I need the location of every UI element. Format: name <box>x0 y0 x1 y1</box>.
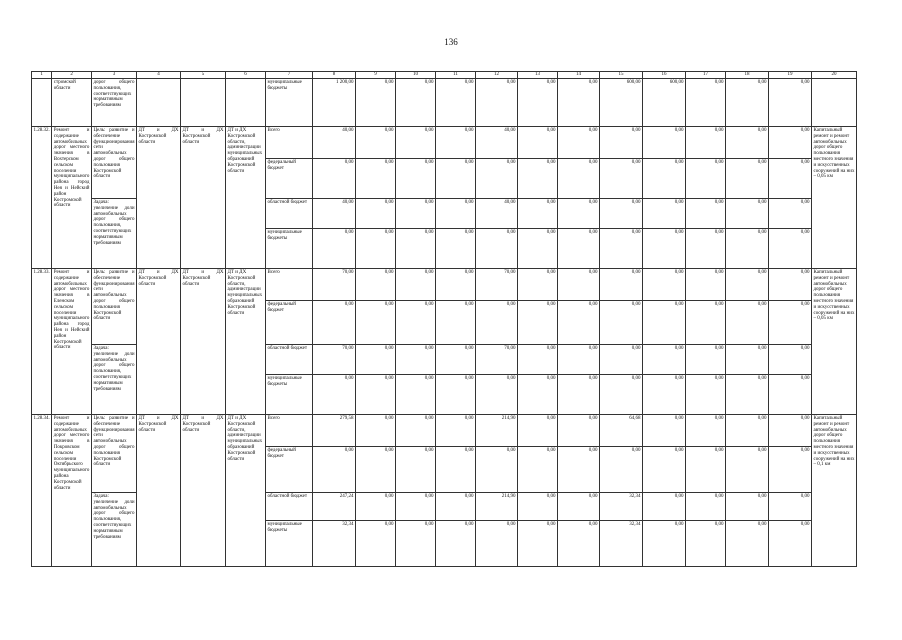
amount-cell: 0,00 <box>396 447 436 493</box>
amount-cell: 0,00 <box>643 447 686 493</box>
page-number: 136 <box>444 37 458 47</box>
column-number: 9 <box>356 72 396 79</box>
amount-cell: 0,00 <box>558 415 600 447</box>
entry-row <box>32 415 857 447</box>
amount-cell: 0,00 <box>313 375 356 415</box>
amount-cell: 0,00 <box>518 493 558 521</box>
amount-cell: 0,00 <box>769 229 812 269</box>
funding-source-cell: областной бюджет <box>266 493 313 521</box>
amount-cell: 0,00 <box>600 345 643 375</box>
amount-cell: 0,00 <box>726 447 769 493</box>
task-cell: Задача: увеличение доли автомобильных дорог общего пользования, соответствующих нормативным требованиям <box>91 493 136 567</box>
amount-cell: 0,00 <box>686 301 726 345</box>
amount-cell: 0,00 <box>396 415 436 447</box>
amount-cell: 279,58 <box>313 415 356 447</box>
amount-cell: 0,00 <box>558 493 600 521</box>
amount-cell: 0,00 <box>436 269 476 301</box>
amount-cell: 0,00 <box>769 493 812 521</box>
funding-source-cell: федеральный бюджет <box>266 447 313 493</box>
amount-cell: 0,00 <box>558 521 600 567</box>
amount-cell: 0,00 <box>686 199 726 229</box>
amount-cell: 0,00 <box>686 493 726 521</box>
funding-source-cell: Всего <box>266 269 313 301</box>
amount-cell: 0,00 <box>356 127 396 159</box>
amount-cell: 0,00 <box>356 345 396 375</box>
amount-cell: 0,00 <box>643 301 686 345</box>
amount-cell: 0,00 <box>643 521 686 567</box>
amount-cell: 0,00 <box>558 199 600 229</box>
coexecutor-cell: ДТ и ДХ Костромской области, администрации муниципальных образований Костромской области <box>226 127 266 269</box>
amount-cell: 0,00 <box>518 79 558 127</box>
funding-source-cell: Всего <box>266 415 313 447</box>
amount-cell: 0,00 <box>726 345 769 375</box>
measure-name-cell: Ремонт и содержание автомобильных дорог местного значения в Покровском сельском поселении Октябрьского муниципального района Костромской области <box>52 415 92 567</box>
amount-cell: 0,00 <box>396 269 436 301</box>
amount-cell: 0,00 <box>643 345 686 375</box>
amount-cell: 0,00 <box>518 521 558 567</box>
amount-cell: 0,00 <box>356 447 396 493</box>
measure-name-cell: стромской области <box>52 79 92 127</box>
amount-cell: 0,00 <box>600 199 643 229</box>
row-id-cell: 1.28.34. <box>32 415 52 567</box>
amount-cell: 0,00 <box>396 521 436 567</box>
amount-cell: 0,00 <box>686 269 726 301</box>
amount-cell: 0,00 <box>769 345 812 375</box>
amount-cell: 0,00 <box>436 345 476 375</box>
amount-cell: 0,00 <box>558 345 600 375</box>
amount-cell: 0,00 <box>476 447 518 493</box>
amount-cell: 0,00 <box>600 229 643 269</box>
amount-cell: 0,00 <box>643 493 686 521</box>
amount-cell: 1 200,00 <box>313 79 356 127</box>
amount-cell: 0,00 <box>396 345 436 375</box>
coexecutor-cell: ДТ и ДХ Костромской области, администрации муниципальных образований Костромской области <box>226 269 266 415</box>
amount-cell: 0,00 <box>476 521 518 567</box>
goal-cell: Цель: развитие и обеспечение функционирования сети автомобильных дорог общего пользования Костромской области <box>91 127 136 199</box>
amount-cell: 0,00 <box>686 229 726 269</box>
amount-cell: 0,00 <box>726 127 769 159</box>
amount-cell: 0,00 <box>518 199 558 229</box>
amount-cell: 0,00 <box>436 229 476 269</box>
amount-cell: 0,00 <box>356 521 396 567</box>
amount-cell: 0,00 <box>518 159 558 199</box>
column-number: 2 <box>52 72 92 79</box>
amount-cell: 0,00 <box>313 447 356 493</box>
amount-cell: 214,90 <box>476 493 518 521</box>
column-number: 13 <box>518 72 558 79</box>
funding-source-cell: муниципальные бюджеты <box>266 229 313 269</box>
result-cell: Капитальный ремонт и ремонт автомобильных дорог общего пользования местного значения и искусственных сооружений на них – 0,1 км <box>812 415 857 567</box>
amount-cell: 32,34 <box>600 521 643 567</box>
amount-cell: 0,00 <box>558 301 600 345</box>
amount-cell: 0,00 <box>769 199 812 229</box>
amount-cell: 0,00 <box>726 229 769 269</box>
funding-source-cell: муниципальные бюджеты <box>266 375 313 415</box>
amount-cell: 0,00 <box>686 375 726 415</box>
amount-cell: 0,00 <box>769 375 812 415</box>
measure-name-cell: Ремонт и содержание автомобильных дорог местного значения в Еленском сельском поселении муниципального района город Нея и Нейский район Костромской области <box>52 269 92 415</box>
amount-cell: 0,00 <box>769 415 812 447</box>
amount-cell: 0,00 <box>600 159 643 199</box>
amount-cell: 0,00 <box>558 79 600 127</box>
amount-cell: 0,00 <box>396 229 436 269</box>
goal-cell: Цель: развитие и обеспечение функционирования сети автомобильных дорог общего пользования Костромской области <box>91 415 136 493</box>
amount-cell: 0,00 <box>600 375 643 415</box>
customer-cell: ДТ и ДХ Костромской области <box>181 127 226 269</box>
amount-cell: 70,00 <box>476 345 518 375</box>
amount-cell: 0,00 <box>436 521 476 567</box>
amount-cell: 0,00 <box>396 375 436 415</box>
entry-row <box>32 269 857 301</box>
amount-cell: 0,00 <box>476 79 518 127</box>
amount-cell: 0,00 <box>686 415 726 447</box>
amount-cell: 0,00 <box>726 269 769 301</box>
amount-cell: 0,00 <box>726 159 769 199</box>
amount-cell: 0,00 <box>356 301 396 345</box>
column-number: 20 <box>812 72 857 79</box>
amount-cell: 0,00 <box>686 79 726 127</box>
amount-cell: 0,00 <box>769 447 812 493</box>
amount-cell: 0,00 <box>643 127 686 159</box>
amount-cell: 0,00 <box>518 127 558 159</box>
column-number: 19 <box>769 72 812 79</box>
coexecutor-cell <box>226 79 266 127</box>
goal-task-cell: дорог общего пользования, соответствующих нормативным требованиям <box>91 79 136 127</box>
row-id-cell <box>32 79 52 127</box>
amount-cell: 0,00 <box>436 415 476 447</box>
amount-cell: 0,00 <box>356 415 396 447</box>
customer-cell: ДТ и ДХ Костромской области <box>181 415 226 567</box>
column-number: 16 <box>643 72 686 79</box>
amount-cell: 0,00 <box>558 269 600 301</box>
amount-cell: 0,00 <box>769 301 812 345</box>
customer-cell: ДТ и ДХ Костромской области <box>181 269 226 415</box>
column-number: 18 <box>726 72 769 79</box>
amount-cell: 0,00 <box>726 199 769 229</box>
amount-cell: 0,00 <box>686 447 726 493</box>
amount-cell: 0,00 <box>600 301 643 345</box>
column-number: 12 <box>476 72 518 79</box>
amount-cell: 0,00 <box>643 269 686 301</box>
executor-cell: ДТ и ДХ Костромской области <box>137 415 181 567</box>
funding-source-cell: федеральный бюджет <box>266 159 313 199</box>
amount-cell: 0,00 <box>356 493 396 521</box>
customer-cell <box>181 79 226 127</box>
amount-cell: 0,00 <box>396 199 436 229</box>
program-table <box>31 71 857 567</box>
amount-cell: 0,00 <box>769 521 812 567</box>
amount-cell: 0,00 <box>313 301 356 345</box>
amount-cell: 0,00 <box>396 79 436 127</box>
amount-cell: 0,00 <box>643 159 686 199</box>
column-number: 17 <box>686 72 726 79</box>
coexecutor-cell: ДТ и ДХ Костромской области, администрации муниципальных образований Костромской области <box>226 415 266 567</box>
column-number-row <box>32 72 857 79</box>
amount-cell: 64,68 <box>600 415 643 447</box>
amount-cell: 0,00 <box>356 79 396 127</box>
amount-cell: 70,00 <box>313 269 356 301</box>
funding-source-cell: Всего <box>266 127 313 159</box>
amount-cell: 0,00 <box>558 447 600 493</box>
amount-cell: 0,00 <box>726 375 769 415</box>
amount-cell: 0,00 <box>686 127 726 159</box>
column-number: 4 <box>137 72 181 79</box>
amount-cell: 0,00 <box>558 229 600 269</box>
column-number: 7 <box>266 72 313 79</box>
column-number: 8 <box>313 72 356 79</box>
funding-source-cell: федеральный бюджет <box>266 301 313 345</box>
column-number: 6 <box>226 72 266 79</box>
amount-cell: 0,00 <box>643 229 686 269</box>
amount-cell: 247,24 <box>313 493 356 521</box>
amount-cell: 0,00 <box>518 269 558 301</box>
amount-cell: 0,00 <box>356 269 396 301</box>
task-cell: Задача: увеличение доли автомобильных дорог общего пользования, соответствующих нормативным требованиям <box>91 345 136 415</box>
column-number: 15 <box>600 72 643 79</box>
result-cell <box>812 79 857 127</box>
amount-cell: 0,00 <box>518 345 558 375</box>
amount-cell: 0,00 <box>436 493 476 521</box>
amount-cell: 0,00 <box>518 229 558 269</box>
amount-cell: 0,00 <box>600 269 643 301</box>
amount-cell: 600,00 <box>600 79 643 127</box>
amount-cell: 0,00 <box>726 301 769 345</box>
amount-cell: 0,00 <box>396 127 436 159</box>
amount-cell: 0,00 <box>686 159 726 199</box>
amount-cell: 0,00 <box>436 127 476 159</box>
column-number: 14 <box>558 72 600 79</box>
amount-cell: 0,00 <box>396 493 436 521</box>
amount-cell: 0,00 <box>476 229 518 269</box>
amount-cell: 0,00 <box>600 127 643 159</box>
amount-cell: 40,00 <box>313 199 356 229</box>
amount-cell: 0,00 <box>686 521 726 567</box>
amount-cell: 0,00 <box>726 493 769 521</box>
column-number: 11 <box>436 72 476 79</box>
amount-cell: 32,34 <box>600 493 643 521</box>
amount-cell: 0,00 <box>643 199 686 229</box>
measure-name-cell: Ремонт и содержание автомобильных дорог местного значения в Вохтерском сельском поселении муниципального района город Нея и Нейский район Костромской области <box>52 127 92 269</box>
row-id-cell: 1.28.32. <box>32 127 52 269</box>
amount-cell: 70,00 <box>476 269 518 301</box>
funding-source-cell: муниципальные бюджеты <box>266 79 313 127</box>
amount-cell: 70,00 <box>313 345 356 375</box>
amount-cell: 0,00 <box>356 159 396 199</box>
column-number: 1 <box>32 72 52 79</box>
amount-cell: 0,00 <box>436 375 476 415</box>
amount-cell: 0,00 <box>558 375 600 415</box>
amount-cell: 0,00 <box>518 301 558 345</box>
amount-cell: 40,00 <box>476 199 518 229</box>
result-cell: Капитальный ремонт и ремонт автомобильных дорог общего пользования местного значения и искусственных сооружений на них – 0,05 км <box>812 127 857 269</box>
amount-cell: 0,00 <box>436 159 476 199</box>
amount-cell: 0,00 <box>643 415 686 447</box>
amount-cell: 0,00 <box>686 345 726 375</box>
amount-cell: 0,00 <box>356 229 396 269</box>
amount-cell: 0,00 <box>396 301 436 345</box>
amount-cell: 0,00 <box>356 199 396 229</box>
amount-cell: 600,00 <box>643 79 686 127</box>
amount-cell: 0,00 <box>558 127 600 159</box>
amount-cell: 0,00 <box>436 199 476 229</box>
amount-cell: 0,00 <box>476 159 518 199</box>
amount-cell: 0,00 <box>436 79 476 127</box>
column-number: 5 <box>181 72 226 79</box>
amount-cell: 0,00 <box>558 159 600 199</box>
funding-source-cell: областной бюджет <box>266 345 313 375</box>
row-id-cell: 1.28.33. <box>32 269 52 415</box>
amount-cell: 0,00 <box>769 79 812 127</box>
amount-cell: 0,00 <box>356 375 396 415</box>
amount-cell: 0,00 <box>476 375 518 415</box>
amount-cell: 0,00 <box>436 447 476 493</box>
amount-cell: 0,00 <box>436 301 476 345</box>
task-cell: Задача: увеличение доли автомобильных дорог общего пользования, соответствующих нормативным требованиям <box>91 199 136 269</box>
amount-cell: 0,00 <box>518 415 558 447</box>
executor-cell <box>137 79 181 127</box>
amount-cell: 0,00 <box>726 79 769 127</box>
amount-cell: 0,00 <box>643 375 686 415</box>
amount-cell: 0,00 <box>518 375 558 415</box>
amount-cell: 214,90 <box>476 415 518 447</box>
entry-row <box>32 127 857 159</box>
amount-cell: 32,34 <box>313 521 356 567</box>
amount-cell: 0,00 <box>313 159 356 199</box>
funding-source-cell: муниципальные бюджеты <box>266 521 313 567</box>
funding-source-cell: областной бюджет <box>266 199 313 229</box>
column-number: 10 <box>396 72 436 79</box>
amount-cell: 40,00 <box>313 127 356 159</box>
amount-cell: 0,00 <box>476 301 518 345</box>
result-cell: Капитальный ремонт и ремонт автомобильных дорог общего пользования местного значения и искусственных сооружений на них – 0,05 км <box>812 269 857 415</box>
amount-cell: 0,00 <box>769 159 812 199</box>
executor-cell: ДТ и ДХ Костромской области <box>137 269 181 415</box>
amount-cell: 0,00 <box>518 447 558 493</box>
amount-cell: 0,00 <box>396 159 436 199</box>
executor-cell: ДТ и ДХ Костромской области <box>137 127 181 269</box>
amount-cell: 40,00 <box>476 127 518 159</box>
amount-cell: 0,00 <box>769 269 812 301</box>
amount-cell: 0,00 <box>726 415 769 447</box>
amount-cell: 0,00 <box>600 447 643 493</box>
amount-cell: 0,00 <box>769 127 812 159</box>
amount-cell: 0,00 <box>313 229 356 269</box>
continuation-row <box>32 79 857 127</box>
goal-cell: Цель: развитие и обеспечение функционирования сети автомобильных дорог общего пользования Костромской области <box>91 269 136 345</box>
amount-cell: 0,00 <box>726 521 769 567</box>
column-number: 3 <box>91 72 136 79</box>
